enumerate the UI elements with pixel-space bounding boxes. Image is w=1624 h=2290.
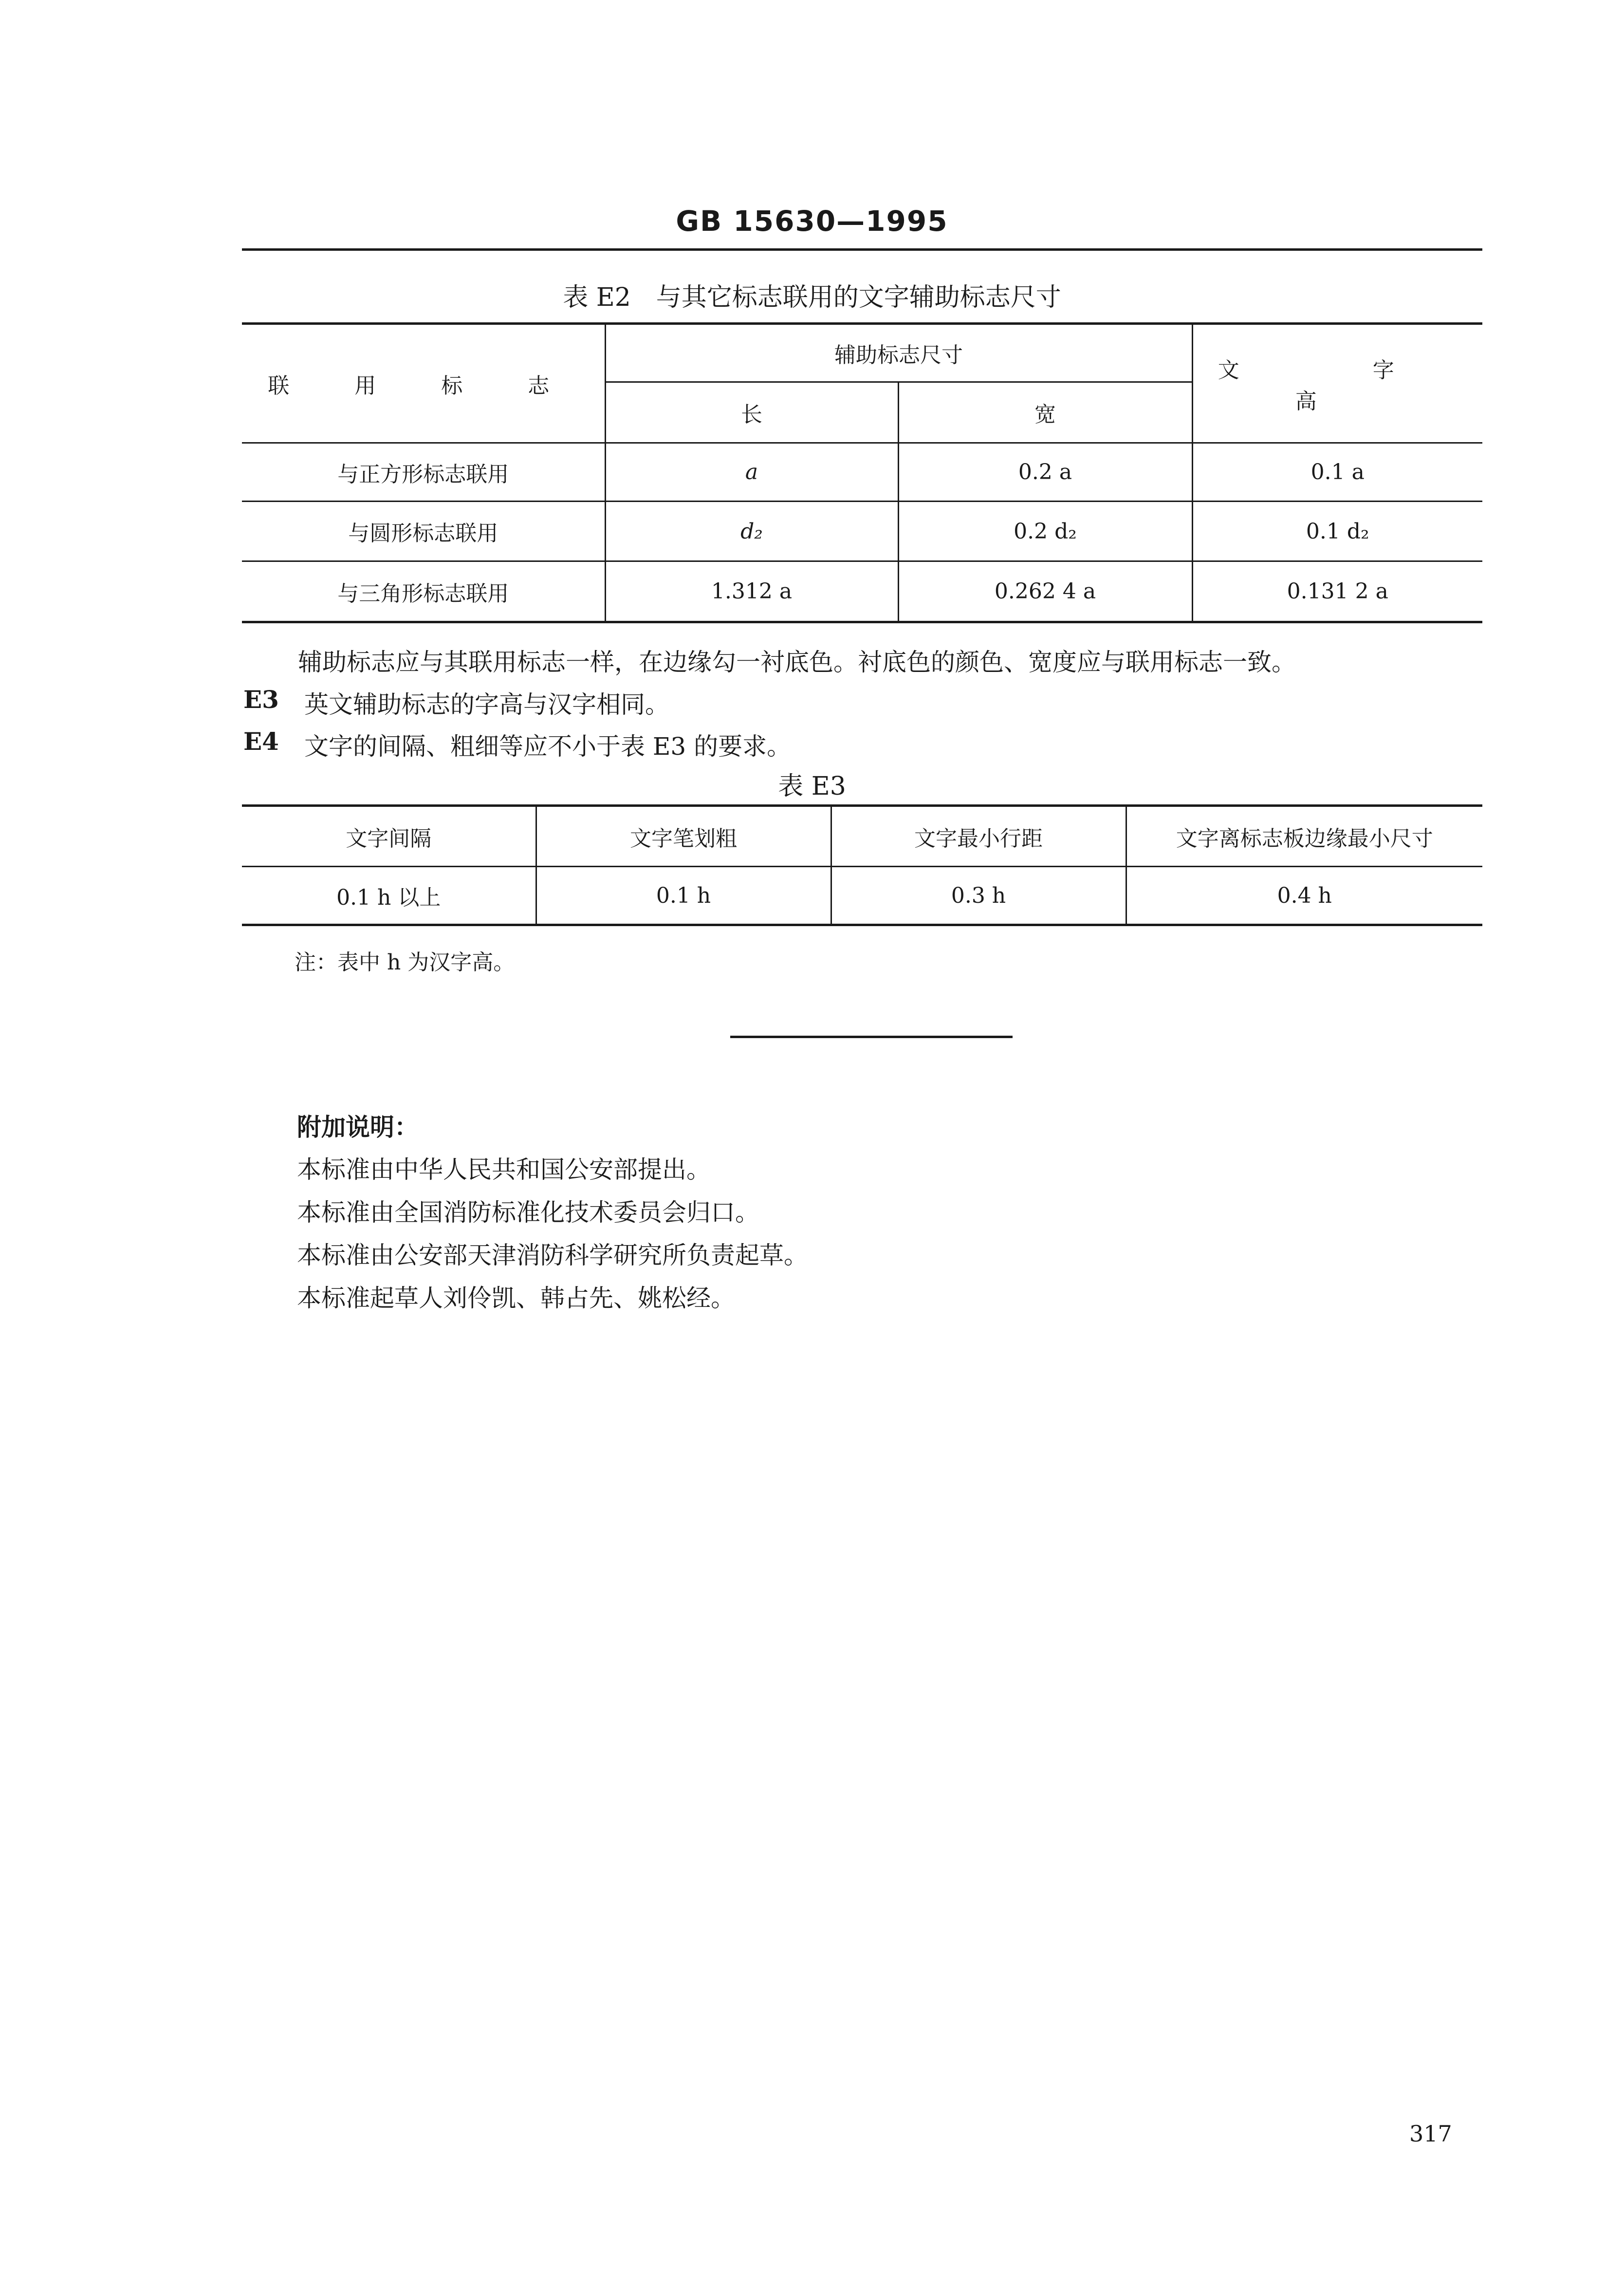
e2-row-label: 与三角形标志联用 [242,561,605,622]
e2-row-text-height: 0.1 a [1192,443,1482,502]
table-e3 [242,804,1482,926]
table-row [242,502,1482,561]
header-rule [242,248,1482,251]
e2-row-length: a [605,443,898,502]
page-number: 317 [1409,2121,1452,2147]
table-e2-caption: 表 E2 与其它标志联用的文字辅助标志尺寸 [563,283,1061,312]
standard-header: GB 15630—1995 [676,205,948,238]
e2-row-width: 0.262 4 a [898,561,1192,622]
clause-e4-label: E4 [243,727,279,756]
e2-row-text-height: 0.1 d₂ [1192,502,1482,561]
e3-header-spacing: 文字间隔 [242,806,536,867]
e2-row-label: 与圆形标志联用 [242,502,605,561]
additional-note-line: 本标准由全国消防标准化技术委员会归口。 [297,1198,759,1227]
e3-header-line-spacing: 文字最小行距 [831,806,1126,867]
e2-row-label: 与正方形标志联用 [242,443,605,502]
e2-header-combined: 联 用 标 志 [242,324,605,443]
e3-value-spacing: 0.1 h 以上 [242,867,536,925]
additional-note-line: 本标准由中华人民共和国公安部提出。 [297,1155,711,1184]
table-row [242,867,1482,925]
e3-header-edge-margin: 文字离标志板边缘最小尺寸 [1126,806,1482,867]
table-e2 [242,322,1482,623]
e2-row-width: 0.2 a [898,443,1192,502]
section-divider [730,1036,1013,1038]
clause-e4-text: 文字的间隔、粗细等应不小于表 E3 的要求。 [304,732,792,761]
e3-value-edge-margin: 0.4 h [1126,867,1482,925]
e3-value-line-spacing: 0.3 h [831,867,1126,925]
e2-row-length: 1.312 a [605,561,898,622]
e2-row-length: d₂ [605,502,898,561]
additional-note-line: 本标准由公安部天津消防科学研究所负责起草。 [297,1241,808,1269]
additional-note-line: 本标准起草人刘伶凯、韩占先、姚松经。 [297,1284,735,1312]
e2-row-width: 0.2 d₂ [898,502,1192,561]
e2-header-length: 长 [605,382,898,443]
e3-value-stroke: 0.1 h [536,867,831,925]
e2-row-text-height: 0.131 2 a [1192,561,1482,622]
table-row [242,561,1482,622]
e2-header-aux-size: 辅助标志尺寸 [605,324,1192,382]
additional-notes-heading: 附加说明： [297,1113,419,1141]
paragraph-outline: 辅助标志应与其联用标志一样，在边缘勾一衬底色。衬底色的颜色、宽度应与联用标志一致。 [298,648,1296,676]
table-row [242,443,1482,502]
table-e3-note: 注：表中 h 为汉字高。 [295,950,515,975]
e2-header-text-height: 文 字 高 [1192,324,1482,443]
e2-header-width: 宽 [898,382,1192,443]
clause-e3-text: 英文辅助标志的字高与汉字相同。 [304,690,669,719]
table-e3-caption: 表 E3 [778,772,846,801]
clause-e3-label: E3 [243,685,279,714]
e3-header-stroke: 文字笔划粗 [536,806,831,867]
